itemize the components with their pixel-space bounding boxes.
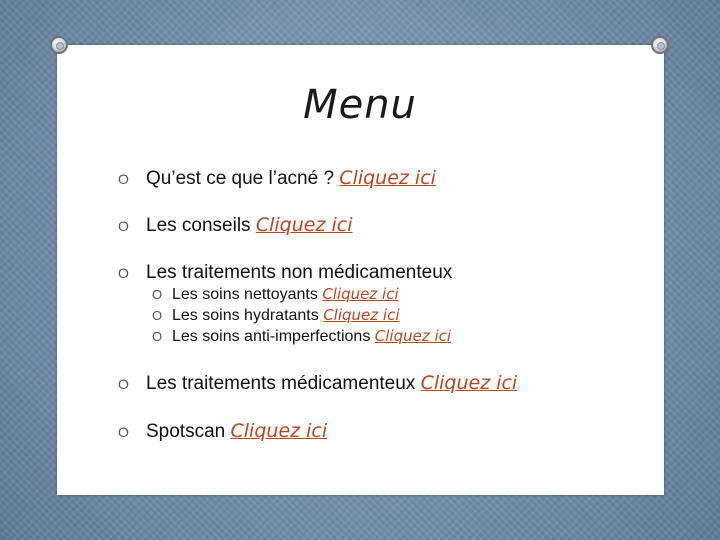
- submenu-item-anti-imperfections: [152, 327, 451, 346]
- bullet-icon: O: [118, 265, 129, 281]
- menu-item-label: Les conseils: [146, 215, 251, 236]
- link-conseils[interactable]: Cliquez ici: [255, 214, 353, 236]
- pushpin-icon: [50, 36, 68, 54]
- menu-item-medicamenteux: [118, 372, 517, 395]
- bullet-icon: O: [118, 171, 129, 187]
- bullet-icon: O: [118, 218, 129, 234]
- submenu-item-hydratants: [152, 306, 400, 325]
- menu-item-conseils: [118, 214, 352, 237]
- menu-item-non-medicamenteux: [118, 262, 452, 284]
- menu-item-label: Spotscan: [146, 421, 226, 442]
- bullet-icon: O: [118, 376, 129, 392]
- link-spotscan[interactable]: Cliquez ici: [230, 420, 328, 442]
- slide-title: Menu: [303, 82, 417, 128]
- link-anti-imperfections[interactable]: Cliquez ici: [374, 327, 452, 345]
- submenu-item-label: Les soins nettoyants: [172, 286, 318, 303]
- link-hydratants[interactable]: Cliquez ici: [323, 306, 400, 324]
- menu-item-label: Les traitements médicamenteux: [146, 373, 416, 394]
- bullet-icon: O: [152, 329, 163, 344]
- submenu-item-label: Les soins anti-imperfections: [172, 328, 371, 345]
- menu-item-acne: [118, 167, 436, 190]
- bullet-icon: O: [152, 287, 163, 302]
- bullet-icon: O: [118, 424, 129, 440]
- submenu-item-nettoyants: [152, 285, 399, 304]
- menu-item-label: Les traitements non médicamenteux: [146, 262, 453, 283]
- menu-item-label: Qu’est ce que l’acné ?: [146, 168, 335, 189]
- submenu-item-label: Les soins hydratants: [172, 307, 319, 324]
- link-acne[interactable]: Cliquez ici: [339, 167, 436, 189]
- link-nettoyants[interactable]: Cliquez ici: [322, 285, 399, 303]
- link-medicamenteux[interactable]: Cliquez ici: [420, 372, 518, 394]
- bullet-icon: O: [152, 308, 163, 323]
- pushpin-icon: [651, 36, 669, 54]
- menu-item-spotscan: [118, 420, 327, 443]
